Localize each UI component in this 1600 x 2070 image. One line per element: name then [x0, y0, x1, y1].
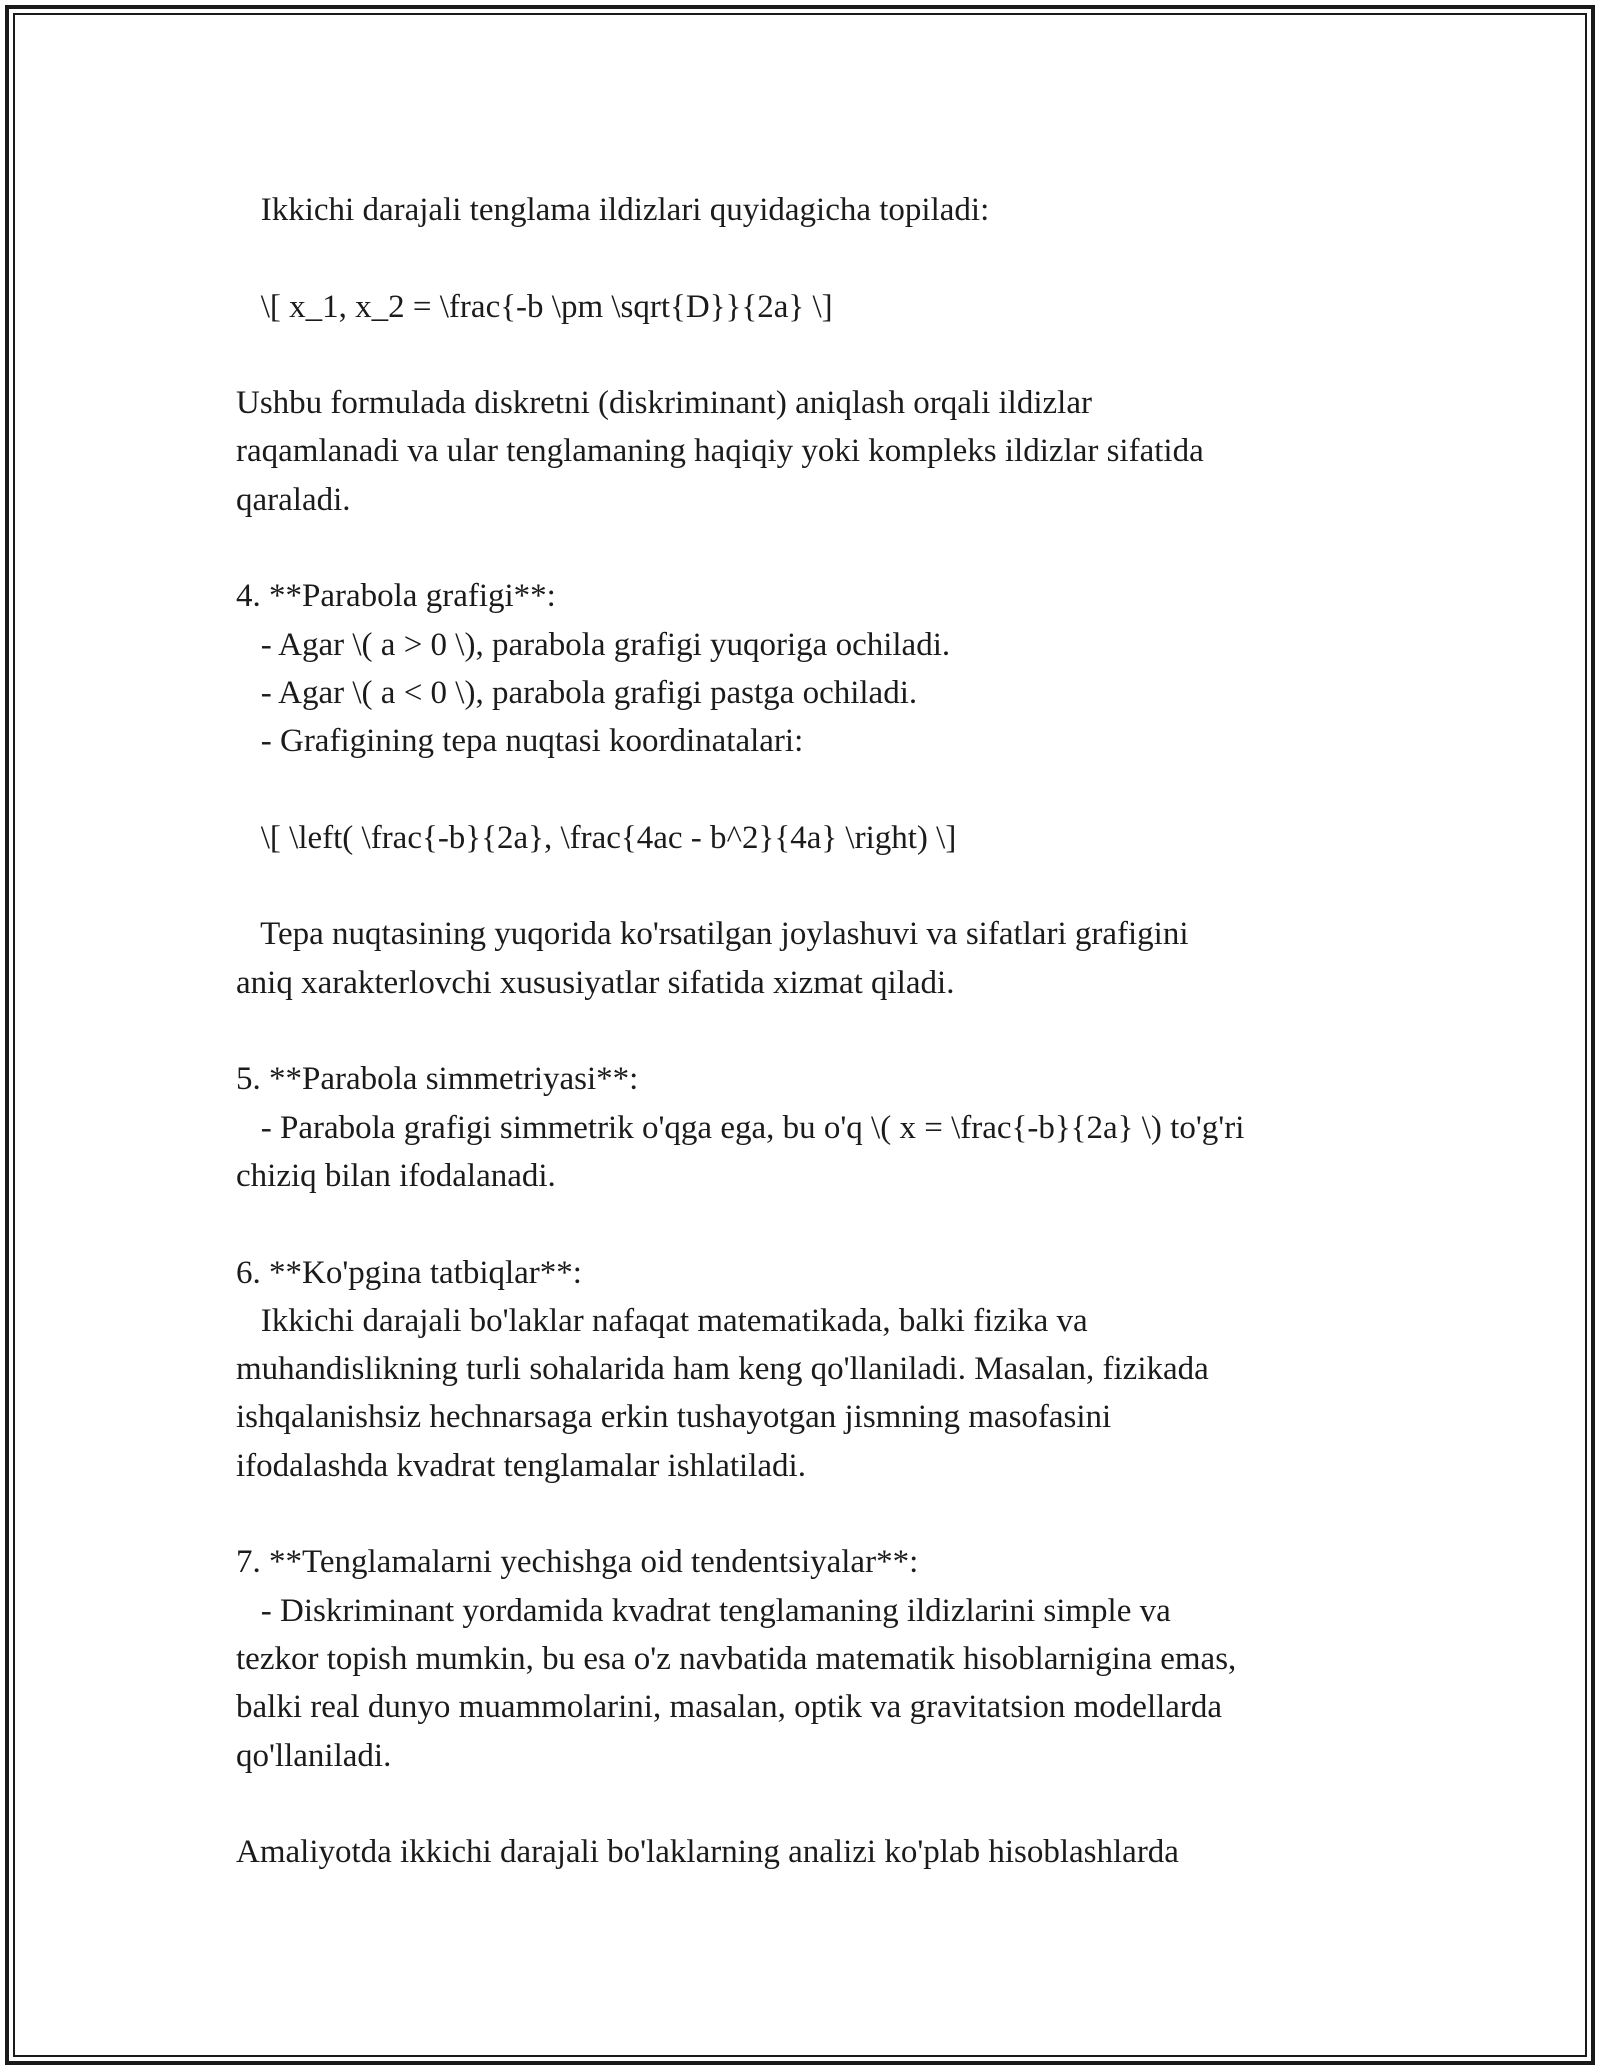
list-item: - Grafigining tepa nuqtasi koordinatalari: [236, 723, 804, 760]
blank-line [236, 1200, 1386, 1248]
text-line: qo'llaniladi. [236, 1737, 392, 1774]
text-line: tezkor topish mumkin, bu esa o'z navbatida matematik hisoblarnigina emas, [236, 1640, 1237, 1677]
formula-line: \[ x_1, x_2 = \frac{-b \pm \sqrt{D}}{2a} \] [236, 288, 833, 325]
blank-line [236, 1007, 1386, 1055]
blank-line [236, 1490, 1386, 1538]
section-heading: 4. **Parabola grafigi**: [236, 578, 556, 615]
blank-line [236, 1780, 1386, 1828]
list-item: - Diskriminant yordamida kvadrat tenglamaning ildizlarini simple va [236, 1592, 1171, 1629]
blank-line [236, 331, 1386, 379]
document-body [236, 186, 1386, 1876]
text-line: qaraladi. [236, 481, 351, 518]
text-line: muhandislikning turli sohalarida ham keng qo'llaniladi. Masalan, fizikada [236, 1351, 1209, 1388]
section-heading: 5. **Parabola simmetriyasi**: [236, 1061, 639, 1098]
text-line: ifodalashda kvadrat tenglamalar ishlatiladi. [236, 1447, 806, 1484]
blank-line [236, 524, 1386, 572]
text-line: aniq xarakterlovchi xususiyatlar sifatida xizmat qiladi. [236, 964, 955, 1001]
blank-line [236, 234, 1386, 282]
list-item: - Agar \( a > 0 \), parabola grafigi yuqoriga ochiladi. [236, 626, 951, 663]
list-item: - Agar \( a < 0 \), parabola grafigi pastga ochiladi. [236, 674, 918, 711]
formula-line: \[ \left( \frac{-b}{2a}, \frac{4ac - b^2}{4a} \right) \] [236, 819, 957, 856]
section-heading: 7. **Tenglamalarni yechishga oid tendentsiyalar**: [236, 1544, 919, 1581]
blank-line [236, 862, 1386, 910]
list-item: - Parabola grafigi simmetrik o'qga ega, bu o'q \( x = \frac{-b}{2a} \) to'g'ri [236, 1109, 1245, 1146]
text-line: raqamlanadi va ular tenglamaning haqiqiy yoki kompleks ildizlar sifatida [236, 433, 1204, 470]
text-line: Tepa nuqtasining yuqorida ko'rsatilgan joylashuvi va sifatlari grafigini [236, 916, 1189, 953]
text-line: Ikkichi darajali tenglama ildizlari quyidagicha topiladi: [236, 192, 990, 228]
text-line: Ushbu formulada diskretni (diskriminant) aniqlash orqali ildizlar [236, 385, 1092, 422]
text-line: ishqalanishsiz hechnarsaga erkin tushayotgan jismning masofasini [236, 1399, 1112, 1436]
text-line: balki real dunyo muammolarini, masalan, optik va gravitatsion modellarda [236, 1689, 1223, 1726]
text-line: Ikkichi darajali bo'laklar nafaqat matematikada, balki fizika va [236, 1302, 1088, 1339]
text-line: Amaliyotda ikkichi darajali bo'laklarning analizi ko'plab hisoblashlarda [236, 1834, 1179, 1871]
blank-line [236, 766, 1386, 814]
section-heading: 6. **Ko'pgina tatbiqlar**: [236, 1254, 582, 1291]
text-line: chiziq bilan ifodalanadi. [236, 1157, 556, 1194]
